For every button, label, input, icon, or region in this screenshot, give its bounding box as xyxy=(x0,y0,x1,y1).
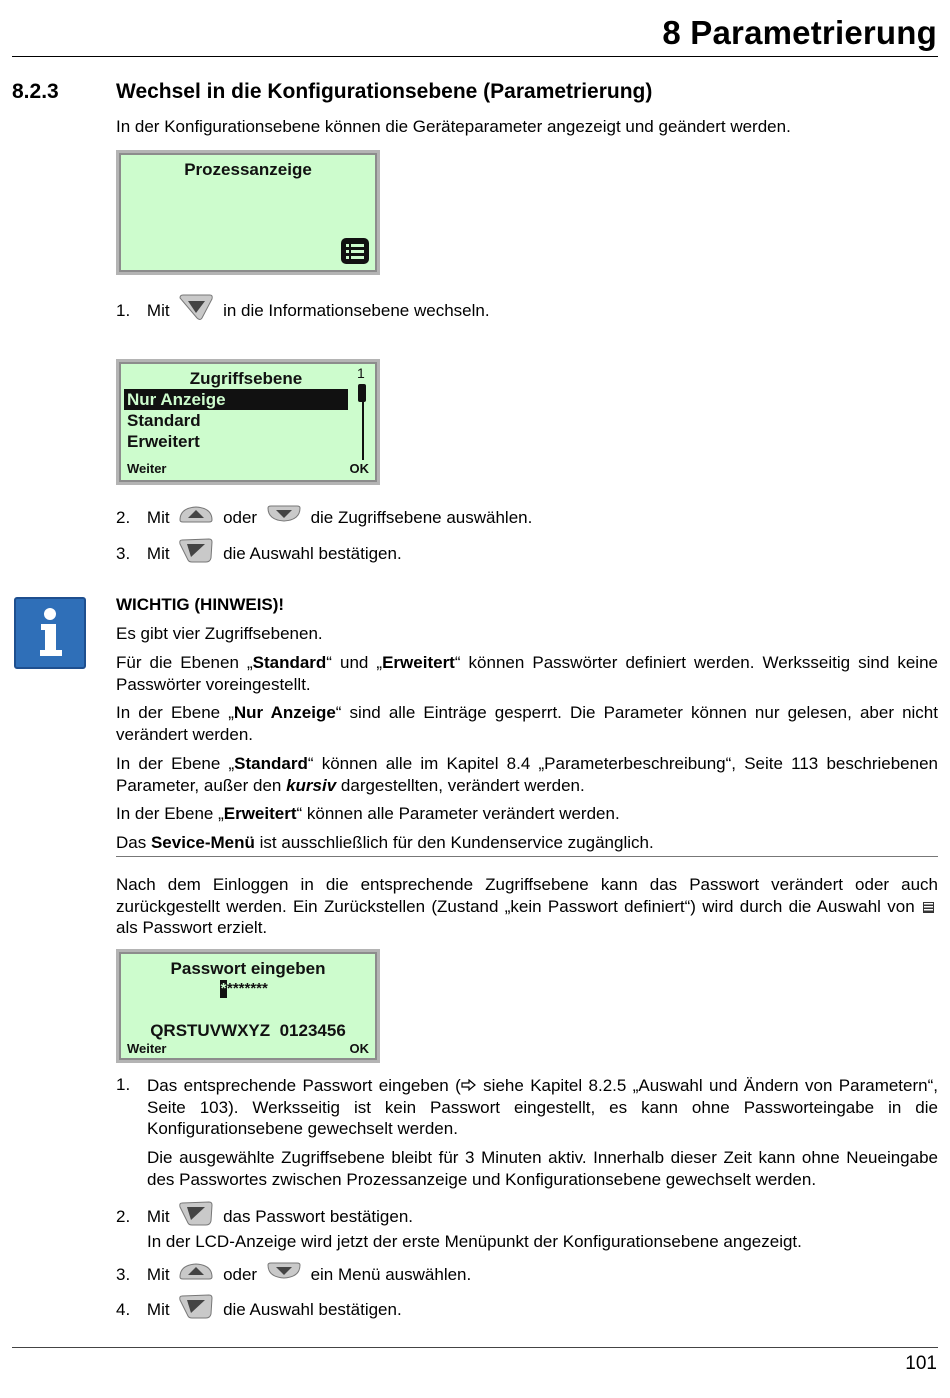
down-key-icon xyxy=(178,293,214,327)
note-p1: Es gibt vier Zugriffsebenen. xyxy=(116,624,323,643)
chapter-title: 8 Parametrierung xyxy=(662,14,937,51)
section-number: 8.2.3 xyxy=(12,80,59,103)
lcd-title: Passwort eingeben xyxy=(170,959,326,978)
pw-step-4-row xyxy=(116,1295,402,1327)
step-text: das Passwort bestätigen. xyxy=(223,1207,414,1227)
pw-step-3-row xyxy=(116,1263,471,1289)
softkey-right: OK xyxy=(349,461,369,476)
step-2-row xyxy=(116,506,532,532)
lcd-password-entry xyxy=(116,949,380,1063)
softkey-left: Weiter xyxy=(127,461,167,476)
confirm-key-icon xyxy=(178,1200,214,1232)
step-number: 1. xyxy=(116,301,131,321)
lcd-item: Erweitert xyxy=(127,432,200,451)
lcd-screen xyxy=(119,362,377,482)
softkey-left: Weiter xyxy=(127,1041,167,1056)
reference-arrow-icon xyxy=(461,1079,477,1091)
info-icon xyxy=(14,597,86,669)
note-p5: In der Ebene „Erweitert“ können alle Parameter verändert werden. xyxy=(116,804,620,823)
lcd-title: Zugriffsebene xyxy=(189,369,303,388)
step-mit: Mit xyxy=(146,508,170,528)
reset-square-icon xyxy=(923,902,934,913)
lcd-item-selected: Nur Anzeige xyxy=(124,389,348,410)
down-key-icon xyxy=(266,1261,302,1287)
pw-step-1-sub: Die ausgewählte Zugriffsebene bleibt für 3 Minuten aktiv. Innerhalb dieser Zeit kann ohne Neueingabe des Passwortes zwischen Prozessanzeige und Konfigurationsebene gewechselt werden. xyxy=(147,1148,938,1189)
step-number: 3. xyxy=(116,1265,131,1285)
step-1-row xyxy=(116,295,490,329)
step-oder: oder xyxy=(223,508,258,528)
lcd-title: Prozessanzeige xyxy=(184,160,312,179)
password-paragraph: Nach dem Einloggen in die entsprechende Zugriffsebene kann das Passwort verändert oder auch zurückgestellt werden. Ein Zurückstellen (Zustand „kein Passwort definiert“) wird durch die Auswahl von als Passwort erzielt. xyxy=(116,875,938,937)
note-p2: Für die Ebenen „Standard“ und „Erweitert“ können Passwörter definiert werden. Werksseitig sind keine Passwörter voreingestellt. xyxy=(116,653,938,694)
step-mit: Mit xyxy=(146,301,170,321)
lcd-screen xyxy=(119,952,377,1060)
lcd-item: Standard xyxy=(127,411,201,430)
note-heading: WICHTIG (HINWEIS)! xyxy=(116,595,285,614)
step-number: 2. xyxy=(116,1207,131,1227)
password-field xyxy=(220,980,268,998)
lcd-access-level xyxy=(116,359,380,485)
page-number: 101 xyxy=(905,1353,937,1374)
pw-step-2-sub: In der LCD-Anzeige wird jetzt der erste Menüpunkt der Konfigurationsebene angezeigt. xyxy=(147,1232,802,1251)
pw-step-1-text: Das entsprechende Passwort eingeben ( siehe Kapitel 8.2.5 „Auswahl und Ändern von Parametern“, Seite 103). Werksseitig ist kein Passwort eingestellt, es kann ohne Passworteingabe in die Konfigurationsebene gewechselt werden. xyxy=(147,1076,938,1138)
note-p6: Das Sevice-Menü ist ausschließlich für den Kundenservice zugänglich. xyxy=(116,833,654,852)
section-title: Wechsel in die Konfigurationsebene (Parametrierung) xyxy=(116,80,653,103)
up-key-icon xyxy=(178,504,214,530)
header-rule xyxy=(12,56,938,57)
section-intro: In der Konfigurationsebene können die Geräteparameter angezeigt und geändert werden. xyxy=(116,117,791,136)
step-number: 3. xyxy=(116,544,131,564)
down-key-icon xyxy=(266,504,302,530)
charset-row: QRSTUVWXYZ 0123456 xyxy=(150,1021,346,1040)
lcd-process-display xyxy=(116,150,380,275)
step-number: 4. xyxy=(116,1300,131,1320)
step-mit: Mit xyxy=(146,544,170,564)
step-mit: Mit xyxy=(146,1300,170,1320)
step-mit: Mit xyxy=(146,1207,170,1227)
step-text: die Auswahl bestätigen. xyxy=(223,1300,402,1320)
scroll-position: 1 xyxy=(357,365,365,381)
confirm-key-icon xyxy=(178,537,214,569)
step-3-row xyxy=(116,539,402,571)
note-divider xyxy=(116,856,938,857)
note-p4: In der Ebene „Standard“ können alle im Kapitel 8.4 „Parameterbeschreibung“, Seite 113 beschriebenen Parameter, außer den kursiv dargestellten, verändert werden. xyxy=(116,754,938,795)
pw-step-2-row xyxy=(116,1202,413,1234)
step-mit: Mit xyxy=(146,1265,170,1285)
footer-rule xyxy=(12,1347,938,1348)
step-number: 1. xyxy=(116,1075,131,1094)
step-text: in die Informationsebene wechseln. xyxy=(223,301,490,321)
lcd-screen xyxy=(119,153,377,272)
step-text: ein Menü auswählen. xyxy=(310,1265,472,1285)
note-p3: In der Ebene „Nur Anzeige“ sind alle Einträge gesperrt. Die Parameter können nur gelesen, aber nicht verändert werden. xyxy=(116,703,938,744)
password-cursor: * xyxy=(220,980,227,997)
step-number: 2. xyxy=(116,508,131,528)
up-key-icon xyxy=(178,1261,214,1287)
step-oder: oder xyxy=(223,1265,258,1285)
softkey-right: OK xyxy=(349,1041,369,1056)
scrollbar-thumb xyxy=(358,384,366,402)
confirm-key-icon xyxy=(178,1293,214,1325)
step-text: die Auswahl bestätigen. xyxy=(223,544,402,564)
menu-list-icon xyxy=(341,238,369,264)
password-masked: ******* xyxy=(227,980,268,997)
step-text: die Zugriffsebene auswählen. xyxy=(310,508,533,528)
